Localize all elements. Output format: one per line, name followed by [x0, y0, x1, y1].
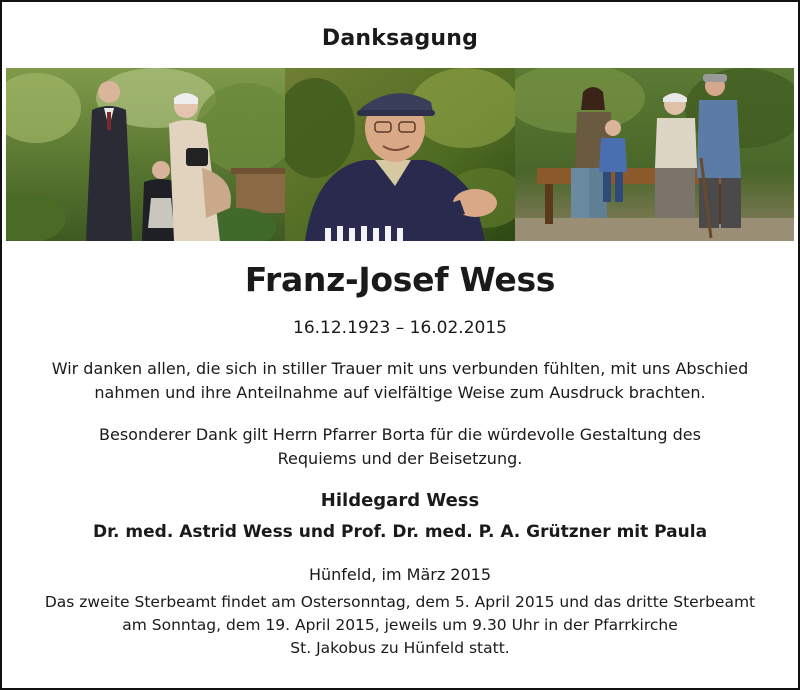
notice-heading: Danksagung [321, 26, 479, 51]
life-dates: 16.12.1923 – 16.02.2015 [293, 318, 507, 338]
text-line: Besonderer Dank gilt Herrn Pfarrer Borta für die würdevolle Gestaltung des [99, 425, 701, 444]
text-line: am Sonntag, dem 19. April 2015, jeweils um 9.30 Uhr in der Pfarrkirche [122, 616, 678, 634]
text-line: nahmen und ihre Anteilnahme auf vielfältige Weise zum Ausdruck brachten. [94, 383, 706, 402]
photo-couple-with-child [6, 68, 285, 241]
photo-family-bench [515, 68, 794, 241]
text-line: Das zweite Sterbeamt findet am Ostersonntag, dem 5. April 2015 und das dritte Sterbeamt [44, 593, 756, 611]
photo-portrait [285, 68, 515, 241]
photo-strip [6, 68, 794, 241]
text-line: Requiems und der Beisetzung. [277, 449, 523, 468]
signatory-family: Dr. med. Astrid Wess und Prof. Dr. med. P. A. Grützner mit Paula [92, 522, 708, 542]
signatory-widow: Hildegard Wess [320, 490, 480, 511]
text-line: St. Jakobus zu Hünfeld statt. [290, 639, 510, 657]
text-line: Wir danken allen, die sich in stiller Trauer mit uns verbunden fühlten, mit uns Abschied [51, 359, 749, 378]
deceased-name: Franz-Josef Wess [244, 260, 556, 299]
thanks-paragraph [40, 357, 760, 405]
mass-announcement [20, 591, 780, 660]
place-date: Hünfeld, im März 2015 [308, 565, 492, 584]
special-thanks-paragraph [40, 423, 760, 471]
